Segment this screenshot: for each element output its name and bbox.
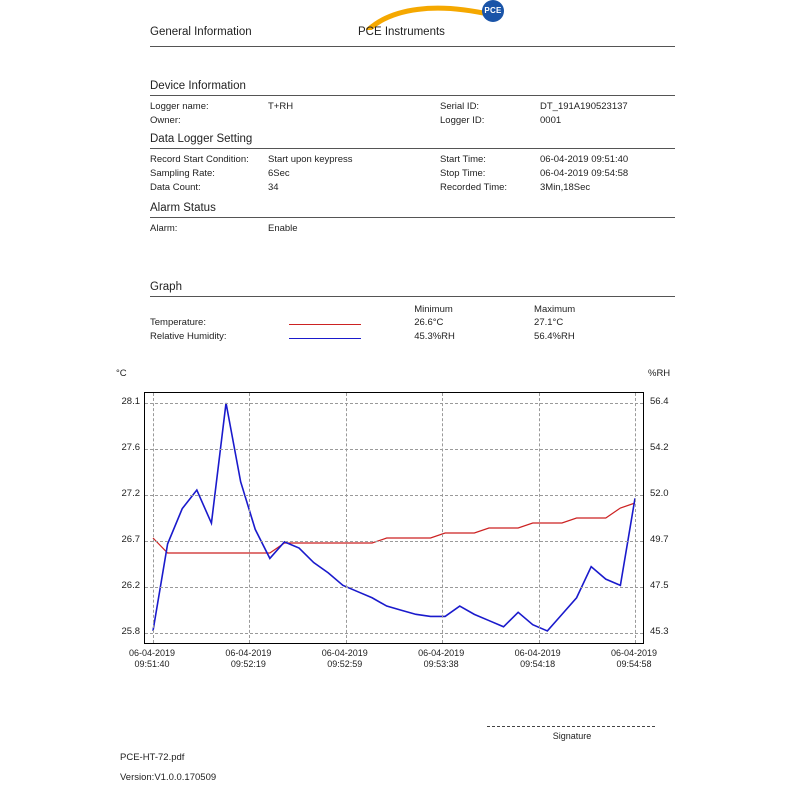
chart-gridline-vertical <box>249 393 250 643</box>
field-value <box>268 113 440 127</box>
chart-gridline-vertical <box>346 393 347 643</box>
signature-label: Signature <box>552 731 592 741</box>
chart-left-tick-label: 26.7 <box>121 534 140 545</box>
alarm-status-table <box>150 221 675 235</box>
legend-max-value: 27.1°C <box>534 317 564 328</box>
chart-x-tick-label: 06-04-2019 09:52:59 <box>321 648 368 669</box>
chart-right-axis-unit: %RH <box>648 368 671 379</box>
field-value: Start upon keypress <box>268 153 353 165</box>
table-row <box>150 166 675 180</box>
table-row <box>150 180 675 194</box>
legend-min-value: 26.6°C <box>414 317 444 328</box>
chart-left-tick-label: 27.2 <box>121 488 140 499</box>
chart-right-tick-label: 52.0 <box>650 488 669 499</box>
chart-gridline-horizontal <box>145 633 643 634</box>
chart-left-tick-label: 25.8 <box>121 626 140 637</box>
legend-header-blank <box>150 302 289 316</box>
legend-series-name: Relative Humidity: <box>150 331 227 342</box>
section-title-graph: Graph <box>150 281 675 297</box>
chart-x-tick-label: 06-04-2019 09:52:19 <box>225 648 272 669</box>
field-value: 3Min,18Sec <box>540 181 591 193</box>
chart-gridline-vertical <box>635 393 636 643</box>
field-value: DT_191A190523137 <box>540 100 628 112</box>
chart-series-lines <box>145 393 643 643</box>
legend-color-swatch-humidity <box>289 330 415 344</box>
chart-left-tick-label: 27.6 <box>121 442 140 453</box>
footer-version: Version:V1.0.0.170509 <box>120 772 217 783</box>
chart-right-tick-label: 56.4 <box>650 396 669 407</box>
signature-line <box>487 726 655 727</box>
field-label: Alarm: <box>150 222 178 234</box>
chart-right-tick-label: 49.7 <box>650 534 669 545</box>
section-title-alarm-status: Alarm Status <box>150 202 675 218</box>
chart-gridline-vertical <box>153 393 154 643</box>
chart-left-axis-unit: °C <box>116 368 127 379</box>
alarm-status-section <box>150 202 675 235</box>
field-value: T+RH <box>268 100 294 112</box>
chart-line-temperature <box>153 503 635 553</box>
chart-left-tick-label: 28.1 <box>121 396 140 407</box>
device-information-section <box>150 80 675 127</box>
brand-block <box>358 6 558 48</box>
field-label: Start Time: <box>440 153 486 165</box>
chart-line-relative-humidity <box>153 403 635 631</box>
legend-max-value: 56.4%RH <box>534 331 575 342</box>
chart-right-tick-label: 54.2 <box>650 442 669 453</box>
chart-right-tick-label: 45.3 <box>650 626 669 637</box>
chart-gridline-horizontal <box>145 449 643 450</box>
legend-header-maximum: Maximum <box>534 303 576 315</box>
brand-name: PCE Instruments <box>358 26 445 38</box>
field-label: Recorded Time: <box>440 181 508 193</box>
legend-row-humidity <box>150 330 675 344</box>
legend-header-minimum: Minimum <box>414 303 453 315</box>
graph-legend-table <box>150 302 675 344</box>
header-divider <box>150 46 675 47</box>
field-value: 34 <box>268 181 279 193</box>
field-label: Logger ID: <box>440 114 485 126</box>
legend-series-name: Temperature: <box>150 317 206 328</box>
data-logger-setting-section <box>150 133 675 194</box>
field-value: 06-04-2019 09:51:40 <box>540 153 629 165</box>
chart-gridline-vertical <box>442 393 443 643</box>
device-information-table <box>150 99 675 127</box>
chart-x-tick-label: 06-04-2019 09:54:58 <box>610 648 658 669</box>
field-label <box>440 221 540 235</box>
chart-gridline-horizontal <box>145 587 643 588</box>
legend-header-row <box>150 302 675 316</box>
header-title: General Information <box>150 26 252 38</box>
field-label: Sampling Rate: <box>150 167 215 179</box>
pce-logo-icon: PCE <box>482 0 504 22</box>
legend-color-swatch-temperature <box>289 316 415 330</box>
field-value: Enable <box>268 222 298 234</box>
field-label: Record Start Condition: <box>150 153 249 165</box>
chart-x-tick-label: 06-04-2019 09:53:38 <box>418 648 465 669</box>
chart-x-tick-label: 06-04-2019 09:54:18 <box>514 648 561 669</box>
table-row <box>150 221 675 235</box>
field-label: Stop Time: <box>440 167 486 179</box>
field-value: 06-04-2019 09:54:58 <box>540 167 629 179</box>
field-value: 6Sec <box>268 167 290 179</box>
chart-gridline-horizontal <box>145 403 643 404</box>
chart-left-tick-label: 26.2 <box>121 580 140 591</box>
chart-gridline-horizontal <box>145 541 643 542</box>
chart <box>112 368 692 668</box>
field-label: Owner: <box>150 114 181 126</box>
field-label: Serial ID: <box>440 100 480 112</box>
signature-block <box>487 726 657 741</box>
section-title-data-logger-setting: Data Logger Setting <box>150 133 675 149</box>
chart-gridline-horizontal <box>145 495 643 496</box>
chart-x-tick-label: 06-04-2019 09:51:40 <box>128 648 176 669</box>
data-logger-setting-table <box>150 152 675 194</box>
table-row <box>150 99 675 113</box>
field-label: Logger name: <box>150 100 209 112</box>
field-value <box>540 221 675 235</box>
field-value: 0001 <box>540 114 562 126</box>
graph-section <box>150 281 675 344</box>
section-title-device-information: Device Information <box>150 80 675 96</box>
legend-row-temperature <box>150 316 675 330</box>
chart-gridline-vertical <box>539 393 540 643</box>
page-header <box>150 6 670 46</box>
table-row <box>150 113 675 127</box>
footer-filename: PCE-HT-72.pdf <box>120 752 185 763</box>
legend-header-blank2 <box>289 302 415 316</box>
table-row <box>150 152 675 166</box>
chart-right-tick-label: 47.5 <box>650 580 669 591</box>
legend-min-value: 45.3%RH <box>414 331 455 342</box>
chart-plot-area <box>144 392 644 644</box>
field-label: Data Count: <box>150 181 201 193</box>
